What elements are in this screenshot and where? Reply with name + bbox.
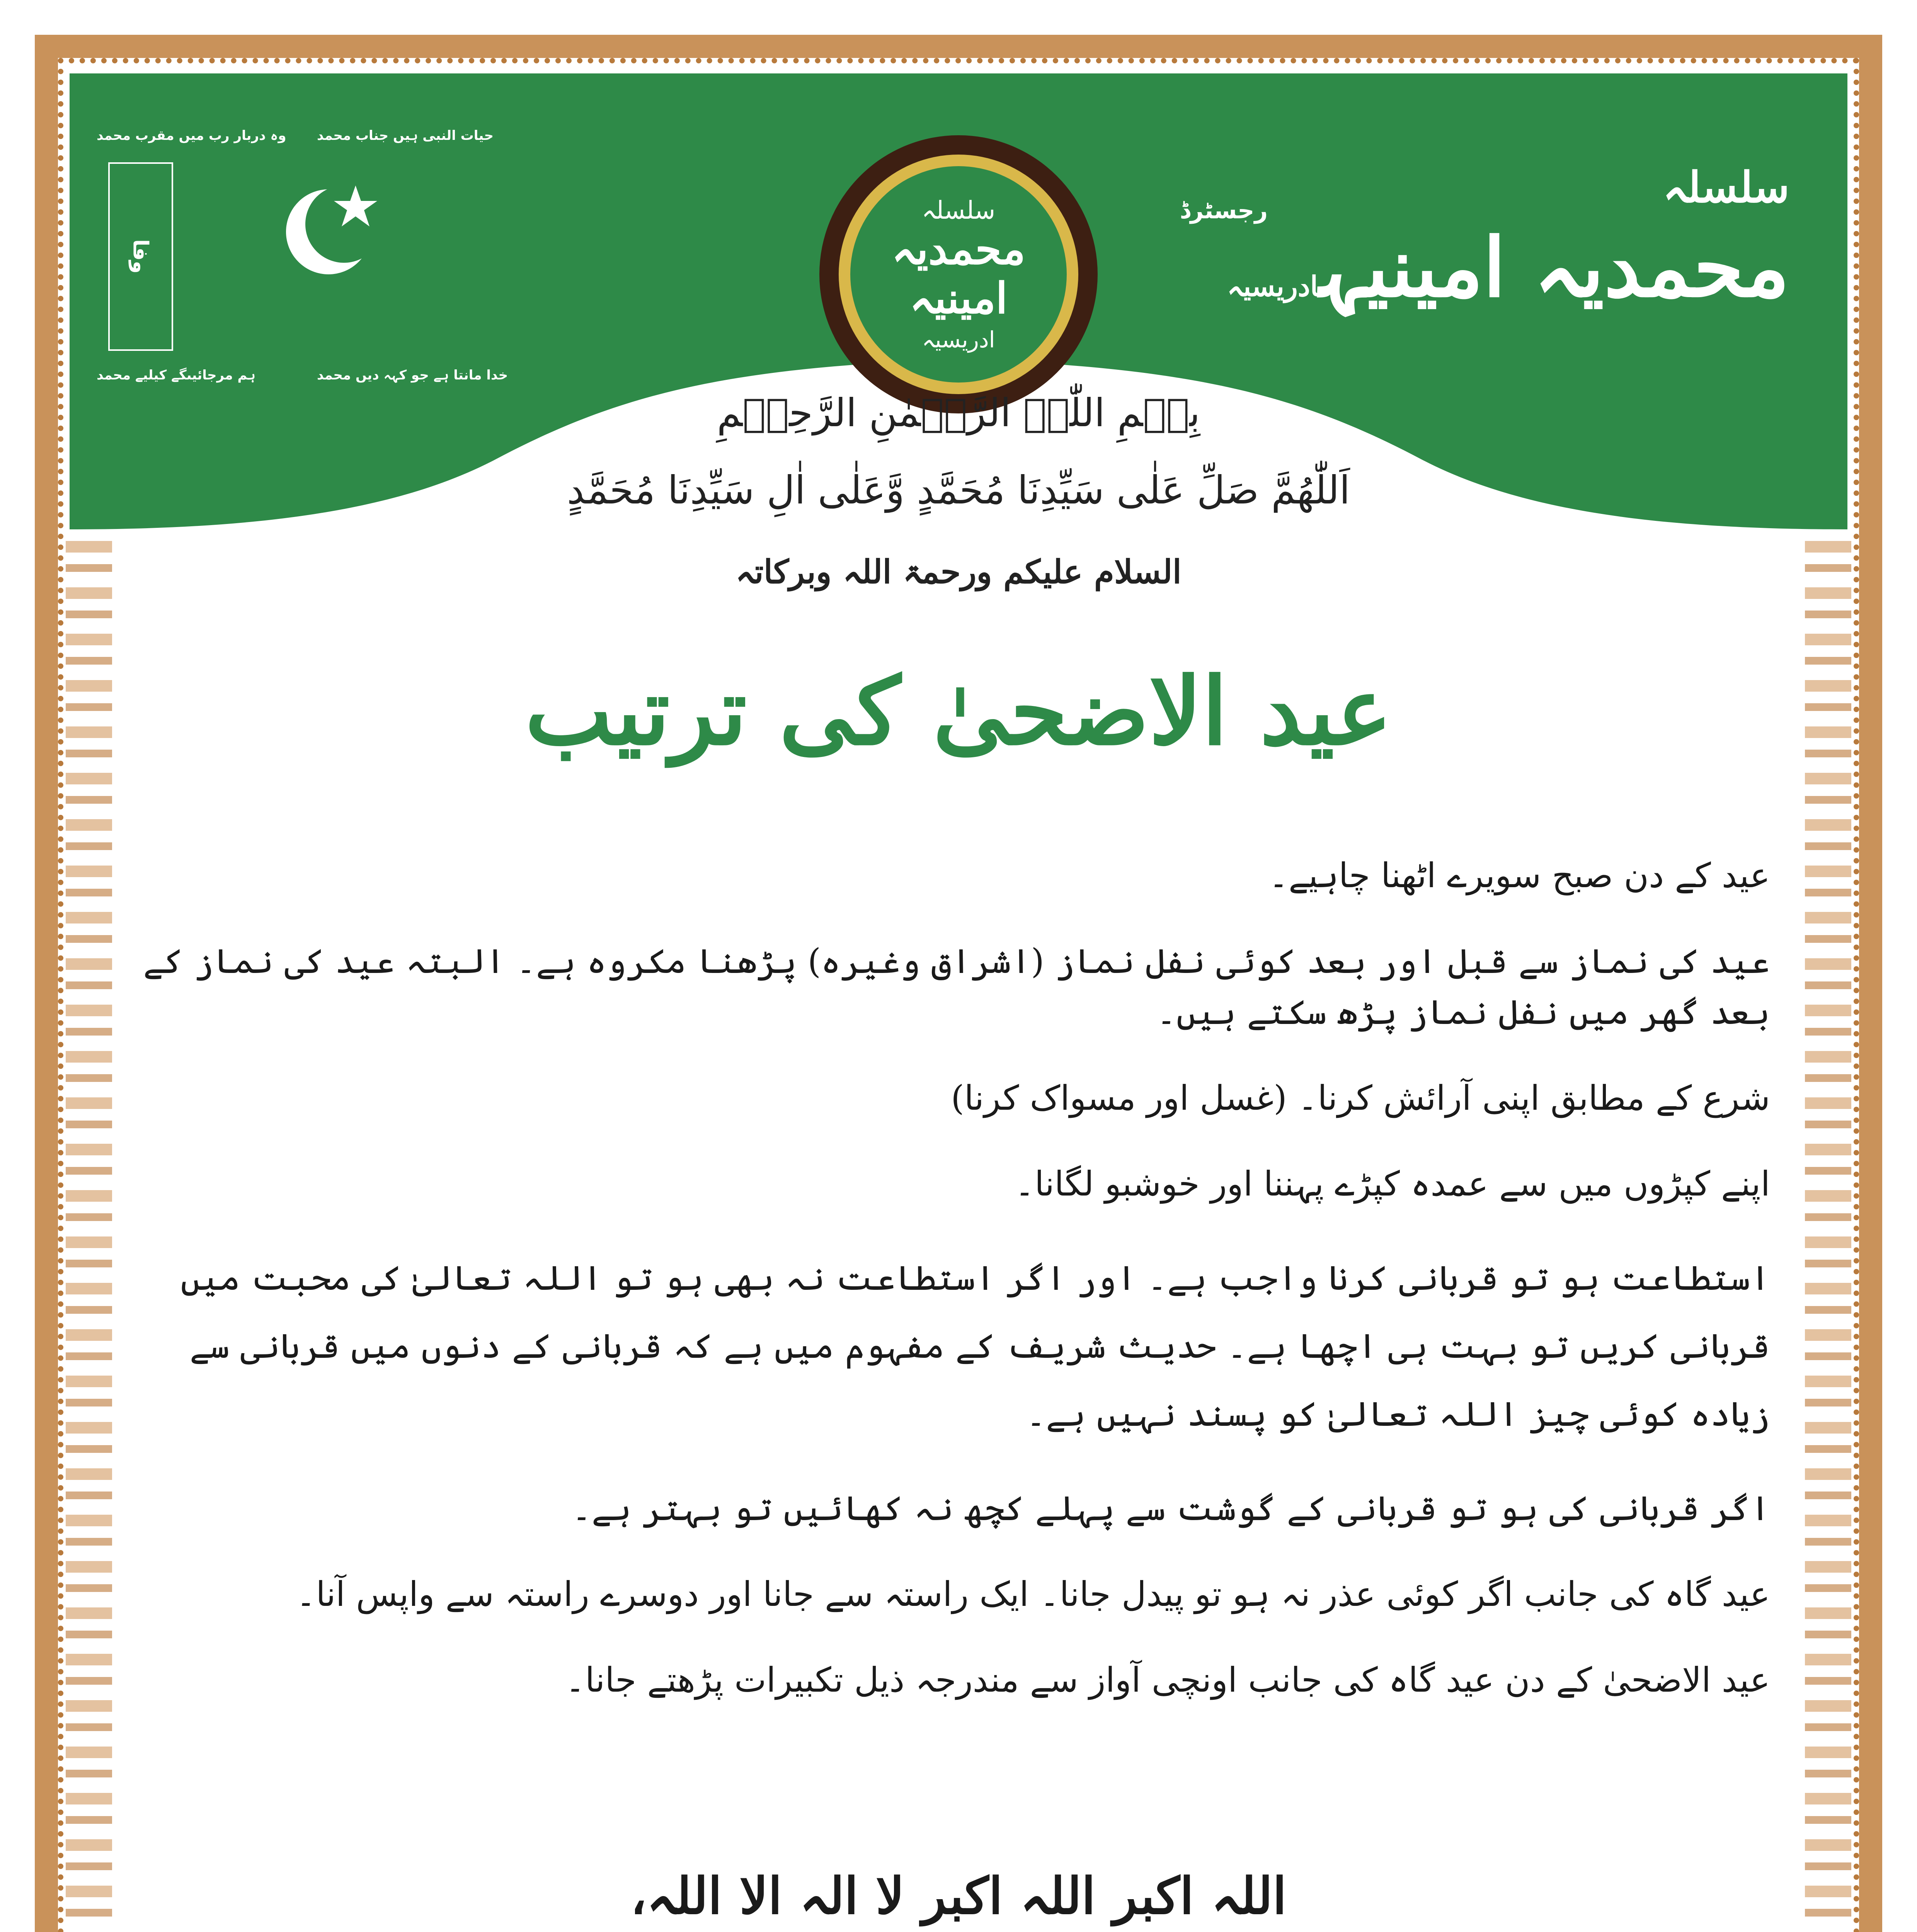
list-item: اگر قربانی کی ہو تو قربانی کے گوشت سے پہلے کچھ نہ کھائیں تو بہتر ہے۔ — [572, 1488, 1770, 1528]
emblem-line2: محمدیہ — [891, 224, 1026, 274]
list-item: عید کی نماز سے قبل اور بعد کوئی نفل نماز (اشراق وغیرہ) پڑھنا مکروہ ہے۔ البتہ عید کی نماز کے بعد گھر میں نفل نماز پڑھ سکتے ہیں۔ — [143, 941, 1770, 1032]
registered-label: رجسٹرڈ — [1180, 197, 1268, 224]
tag-top-mid: حیات النبی ہیں جناب محمد — [317, 128, 494, 143]
bismillah: بِسۡمِ اللّٰہِ الرَّحۡمٰنِ الرَّحِیۡمِ — [717, 390, 1200, 435]
list-item: عید الاضحیٰ کے دن عید گاہ کی جانب اونچی آواز سے مندرجہ ذیل تکبیرات پڑھتے جانا۔ — [565, 1660, 1770, 1700]
tag-top-left: وہ دربار رب میں مقرب محمد — [97, 128, 286, 143]
list-item: شرع کے مطابق اپنی آرائش کرنا۔ (غسل اور مسواک کرنا) — [951, 1078, 1770, 1118]
page-title: عید الاضحیٰ کی ترتیب — [525, 657, 1392, 766]
instructions-list — [131, 850, 1770, 1740]
silsila-sub: ادریسیہ — [1227, 270, 1319, 303]
list-item: اپنے کپڑوں میں سے عمدہ کپڑے پہننا اور خوشبو لگانا۔ — [1015, 1164, 1770, 1204]
list-item: عید گاہ کی جانب اگر کوئی عذر نہ ہو تو پیدل جانا۔ ایک راستہ سے جانا اور دوسرے راستہ سے واپس آنا۔ — [296, 1574, 1770, 1614]
wafa-logo — [108, 162, 173, 351]
emblem-line1: سلسلہ — [921, 196, 996, 225]
list-item: استطاعت ہو تو قربانی کرنا واجب ہے۔ اور اگر استطاعت نہ بھی ہو تو اللہ تعالیٰ کی محبت میں قربانی کریں تو بہت ہی اچھا ہے۔ حدیث شریف کے مفہوم میں ہے کہ قربانی کے دنوں میں قربانی سے زیادہ کوئی چیز اللہ تعالیٰ کو پسند نہیں ہے۔ — [180, 1258, 1770, 1434]
list-item: عید کے دن صبح سویرے اٹھنا چاہیے۔ — [1268, 855, 1770, 895]
emblem-line4: ادریسیہ — [922, 327, 995, 353]
silsila-title — [1216, 162, 1789, 315]
silsila-main: محمدیہ امینیہ — [1318, 220, 1789, 315]
salam: السلام علیکم ورحمۃ اللہ وبرکاتہ — [735, 553, 1182, 591]
silsila-small: سلسلہ — [1663, 162, 1789, 212]
crescent-star-icon — [278, 170, 394, 286]
emblem-line3: امینیہ — [909, 273, 1008, 323]
wafa-logo-text: وفا — [128, 239, 153, 274]
tag-bottom-mid: خدا مانتا ہے جو کہہ دیں محمد — [317, 367, 508, 383]
durood: اَللّٰھُمَّ صَلِّ عَلٰی سَیِّدِنَا مُحَمَّدٍ وَّعَلٰی اٰلِ سَیِّدِنَا مُحَمَّدٍ — [567, 468, 1350, 513]
silsila-emblem — [819, 135, 1098, 413]
tag-bottom-left: ہم مرجائیںگے کیلیے محمد — [97, 367, 256, 383]
takbir-line-1: اللہ اکبر اللہ اکبر لا الہ الا اللہ، — [630, 1866, 1287, 1925]
